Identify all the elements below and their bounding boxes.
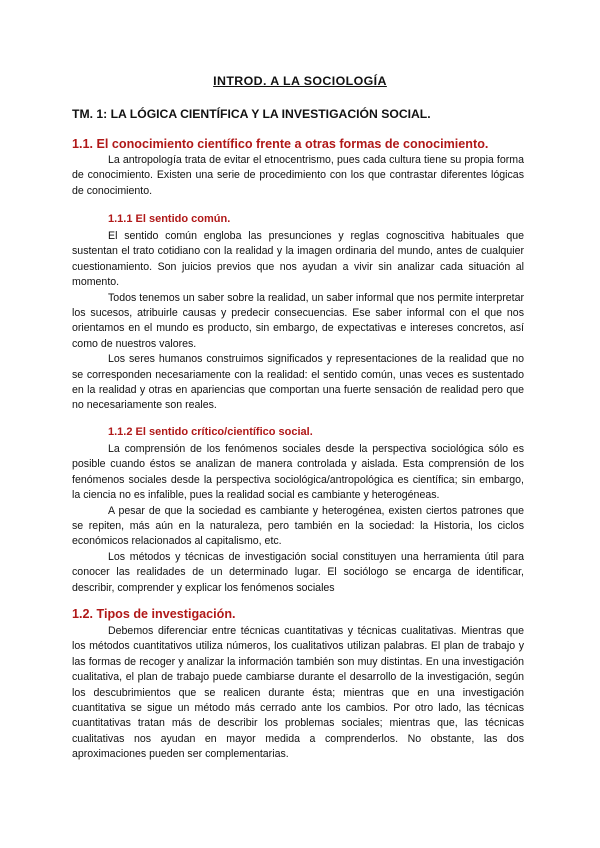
paragraph: Los seres humanos construimos significados y representaciones de la realidad que no se corresponden necesariamente con la realidad: el sentido común, unas veces es sustentado en la realidad y otras en apariencias que comportan una fuerte sensación de realidad pero que no necesariamente son reales.	[72, 353, 524, 412]
paragraph: El sentido común engloba las presunciones y reglas cognoscitiva habituales que sustentan el trato cotidiano con la realidad y la imagen ordinaria del mundo, antes de cualquier cuestionamiento. Son juicios previos que nos ayudan a vivir sin analizar cada situación al momento.	[72, 230, 524, 289]
subsection-heading: 1.1.1 El sentido común.	[108, 213, 231, 225]
section-1-1	[72, 136, 524, 199]
paragraph: La antropología trata de evitar el etnocentrismo, pues cada cultura tiene su propia forma de conocimiento. Existen una serie de procedimiento con los que contrastar diferentes lógicas de conocimiento.	[72, 154, 524, 197]
section-1-2	[72, 606, 524, 763]
section-1-1-2	[72, 425, 524, 596]
paragraph: Los métodos y técnicas de investigación social constituyen una herramienta útil para conocer las realidades de un determinado lugar. El sociólogo se encarga de identificar, describir, comprender y explicar los fenómenos sociales	[72, 550, 524, 594]
paragraph: Debemos diferenciar entre técnicas cuantitativas y técnicas cualitativas. Mientras que los métodos cuantitativos utiliza números, los cualitativos utilizan palabras. El plan de trabajo y las formas de recoger y analizar la información también son muy distintas. En una investigación cualitativa, el plan de trabajo puede cambiarse durante el desarrollo de la investigación, según los descubrimientos que se realicen durante ésta; mientras que en una investigación cuantitativa se sigue un método más cerrado ante los cambios. Por otro lado, las técnicas cuantitativas tratan más de describir los problemas sociales; mientras que, las técnicas cualitativas nos ayudan en mayor medida a comprenderlos. No obstante, las dos aproximaciones pueden ser complementarias.	[72, 625, 524, 761]
section-1-1-1	[72, 212, 524, 414]
chapter-title: TM. 1: LA LÓGICA CIENTÍFICA Y LA INVESTIGACIÓN SOCIAL.	[72, 107, 431, 121]
paragraph: Todos tenemos un saber sobre la realidad, un saber informal que nos permite interpretar los sucesos, atribuirle causas y predecir consecuencias. Ese saber informal con el que nos orientamos en el mundo es producto, sin embargo, de expectativas e intereses concretos, así como de nuestros valores.	[72, 291, 524, 350]
section-heading: 1.1. El conocimiento científico frente a otras formas de conocimiento.	[72, 137, 489, 151]
section-heading: 1.2. Tipos de investigación.	[72, 607, 236, 621]
paragraph: La comprensión de los fenómenos sociales desde la perspectiva sociológica sólo es posible cuando éstos se analizan de manera controlada y aislada. Esta comprensión de los fenómenos sociales desde la perspectiva sociológica/antropológica es científica; sin embargo, la ciencia no es infalible, pues la realidad social es cambiante y heterogéneas.	[72, 443, 524, 502]
subsection-heading: 1.1.2 El sentido crítico/científico social.	[108, 426, 313, 438]
paragraph: A pesar de que la sociedad es cambiante y heterogénea, existen ciertos patrones que se repiten, más aún en la naturaleza, pero también en la sociedad: la Historia, los ciclos económicos relacionados al capitalismo, etc.	[72, 504, 524, 548]
document-title: INTROD. A LA SOCIOLOGÍA	[213, 74, 387, 88]
